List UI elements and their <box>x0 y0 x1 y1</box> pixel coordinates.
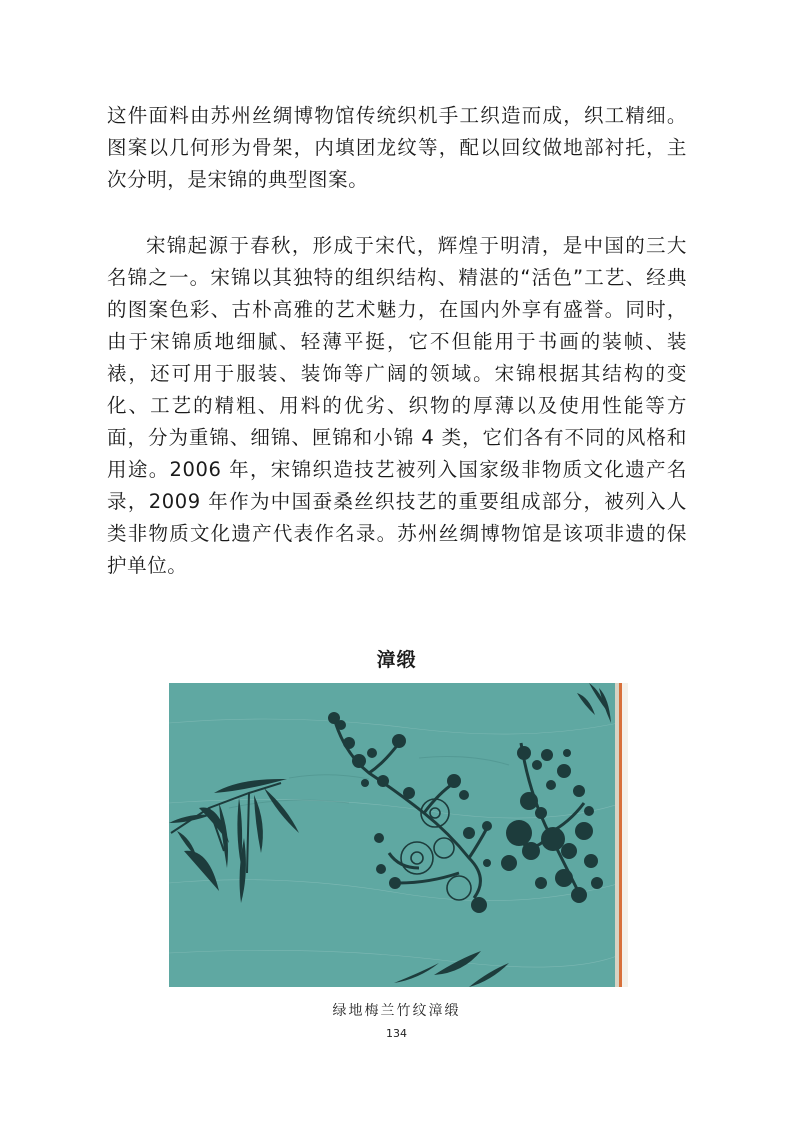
fabric-photo <box>169 683 628 987</box>
figure-caption: 绿地梅兰竹纹漳缎 <box>332 1003 461 1019</box>
section-heading: 漳缎 <box>376 649 417 671</box>
paragraph-song-brocade: 宋锦起源于春秋，形成于宋代，辉煌于明清，是中国的三大名锦之一。宋锦以其独特的组织结构、精湛的“活色”工艺、经典的图案色彩、古朴高雅的艺术魅力，在国内外享有盛誉。同时，由于宋锦质地细腻、轻薄平挺，它不但能用于书画的装帧、装裱，还可用于服装、装饰等广阔的领域。宋锦根据其结构的变化、工艺的精粗、用料的优劣、织物的厚薄以及使用性能等方面，分为重锦、细锦、匣锦和小锦 4 类，它们各有不同的风格和用途。2006 年，宋锦织造技艺被列入国家级非物质文化遗产名录，2009 年作为中国蚕桑丝织技艺的重要组成部分，被列入人类非物质文化遗产代表作名录。苏州丝绸博物馆是该项非遗的保护单位。 <box>107 234 687 577</box>
page-number: 134 <box>386 1027 407 1040</box>
paragraph-silk-fabric: 这件面料由苏州丝绸博物馆传统织机手工织造而成，织工精细。图案以几何形为骨架，内填团龙纹等，配以回纹做地部衬托，主次分明，是宋锦的典型图案。 <box>107 104 687 191</box>
zhangduan-fabric-image <box>169 683 628 987</box>
